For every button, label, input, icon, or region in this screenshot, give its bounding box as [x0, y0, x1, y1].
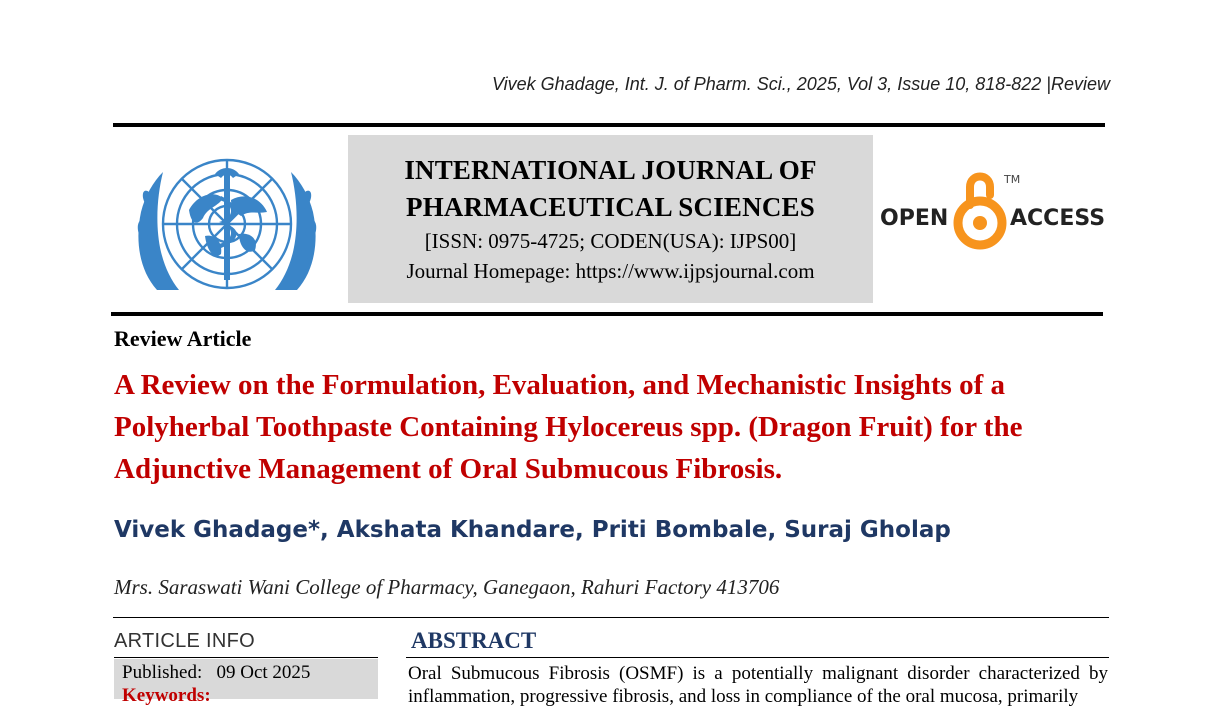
published-row: [122, 662, 310, 684]
header-bottom-rule: [111, 312, 1103, 316]
abstract-rule: [406, 657, 1109, 658]
journal-info-box: [348, 135, 873, 303]
article-title: A Review on the Formulation, Evaluation, and Mechanistic Insights of a Polyherbal Toothpaste Containing Hylocereus spp. (Dragon Fruit) for the Adjunctive Management of Oral Submucous Fibrosis.: [114, 369, 1023, 485]
author-list: Vivek Ghadage*, Akshata Khandare, Priti Bombale, Suraj Gholap: [114, 517, 951, 543]
journal-issn: [ISSN: 0975-4725; CODEN(USA): IJPS00]: [424, 229, 797, 253]
citation-header: Vivek Ghadage, Int. J. of Pharm. Sci., 2025, Vol 3, Issue 10, 818-822 |Review: [491, 74, 1110, 94]
author-affiliation: Mrs. Saraswati Wani College of Pharmacy, Ganegaon, Rahuri Factory 413706: [114, 575, 780, 599]
published-label: Published:: [122, 662, 203, 683]
journal-homepage: Journal Homepage: https://www.ijpsjournal.com: [406, 259, 815, 283]
keywords-label: Keywords:: [122, 685, 211, 706]
abstract-text: Oral Submucous Fibrosis (OSMF) is a potentially malignant disorder characterized by inflammation, progressive fibrosis, and loss in compliance of the oral mucosa, primarily: [408, 663, 1108, 707]
open-access-access-text: ACCESS: [1010, 206, 1106, 231]
published-date: 09 Oct 2025: [216, 662, 311, 683]
article-info-box: [114, 659, 378, 706]
open-access-logo: [878, 165, 1110, 255]
open-access-open-text: OPEN: [880, 206, 949, 231]
article-type: Review Article: [114, 326, 252, 351]
journal-name-line1: INTERNATIONAL JOURNAL OF: [404, 155, 817, 185]
article-info-heading: ARTICLE INFO: [114, 630, 256, 652]
journal-name: [348, 152, 873, 226]
section-divider: [113, 617, 1109, 618]
article-info-rule: [114, 657, 378, 658]
journal-emblem-icon: [127, 140, 327, 305]
abstract-heading: ABSTRACT: [411, 628, 537, 653]
journal-name-line2: PHARMACEUTICAL SCIENCES: [406, 192, 815, 222]
open-access-tm: TM: [1004, 173, 1021, 186]
top-rule: [113, 123, 1105, 127]
